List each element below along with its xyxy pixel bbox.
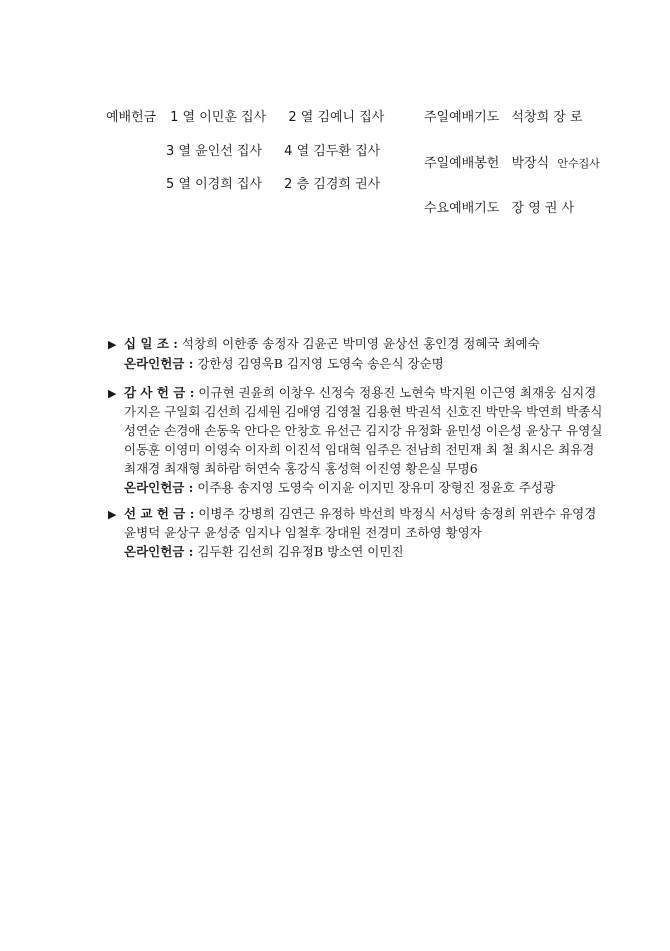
tithe-online-names: 강한성 김영욱B 김지영 도영숙 송은식 장순명 <box>197 356 444 371</box>
triangle-marker-icon: ▶ <box>108 508 117 521</box>
sunday-offering <box>424 152 600 171</box>
usher-label: 예배헌금 <box>106 110 157 125</box>
mission-line-2: 윤병덕 윤상구 윤성중 임지나 임철후 장대원 전경미 조하영 황영자 <box>124 525 482 540</box>
triangle-marker-icon: ▶ <box>108 387 117 400</box>
mission-online-label: 온라인헌금 : <box>124 544 194 559</box>
mission-names-1: 이병주 강병희 김연근 유정하 박선희 박정식 서성탁 송정희 위관수 유영경 <box>198 506 597 521</box>
mission-online <box>124 542 404 560</box>
usher-right: 2 층 김경희 권사 <box>284 177 381 192</box>
sunday-prayer-name: 석창희 장 로 <box>511 110 583 125</box>
thanks-line-3: 성연순 손경애 손동욱 안다은 안창호 유선근 김지강 유정화 윤민성 이은성 윤상구 유영실 <box>124 423 603 438</box>
tithe-online-label: 온라인헌금 : <box>124 356 194 371</box>
thanks-line-5: 최재경 최재형 최하람 허연숙 홍강식 홍성혁 이진영 황은실 무명6 <box>124 461 478 476</box>
mission-label: 선 교 헌 금 : <box>124 506 195 521</box>
tithe-online <box>124 354 444 372</box>
sunday-offering-label: 주일예배봉헌 <box>424 156 500 171</box>
tithe-names: 석창희 이한종 송정자 김윤곤 박미영 윤상선 홍인경 정혜국 최예숙 <box>181 336 540 351</box>
sunday-prayer-label: 주일예배기도 <box>424 110 500 125</box>
usher-right: 2 열 김예니 집사 <box>288 110 385 125</box>
usher-row-2 <box>166 140 380 159</box>
thanks-names-1: 이규현 권윤희 이창우 신정숙 정용진 노현숙 박지원 이근영 최재웅 심지경 <box>198 385 597 400</box>
triangle-marker-icon: ▶ <box>108 338 117 351</box>
usher-row-3 <box>166 173 380 192</box>
sunday-offering-name: 박장식 <box>511 156 550 171</box>
wednesday-prayer-label: 수요예배기도 <box>424 201 500 216</box>
thanks-online <box>124 478 555 496</box>
wednesday-prayer <box>424 197 574 216</box>
tithe-label: 십 일 조 : <box>124 336 178 351</box>
thanks-line-1 <box>108 383 596 401</box>
thanks-online-names: 이주용 송지영 도영숙 이지윤 이지민 장유미 장형진 정윤호 주성광 <box>197 480 556 495</box>
tithe-line-1 <box>108 334 540 352</box>
thanks-line-4: 이동훈 이영미 이영숙 이자희 이진석 임대혁 임주은 전남희 전민재 최 철 최시은 최유경 <box>124 442 595 457</box>
usher-left: 5 열 이경희 집사 <box>166 177 263 192</box>
sunday-offering-title: 안수집사 <box>557 157 600 170</box>
usher-row-1 <box>106 106 384 125</box>
usher-left: 1 열 이민훈 집사 <box>170 110 267 125</box>
thanks-line-2: 가지은 구일회 김선희 김세원 김애영 김영철 김용현 박권석 신호진 박만욱 박연희 박종식 <box>124 404 603 419</box>
wednesday-prayer-name: 장 영 권 사 <box>511 201 575 216</box>
mission-line-1 <box>108 504 596 522</box>
usher-right: 4 열 김두환 집사 <box>284 144 381 159</box>
sunday-prayer <box>424 106 583 125</box>
mission-online-names: 김두환 김선희 김유정B 방소연 이민진 <box>197 544 404 559</box>
thanks-online-label: 온라인헌금 : <box>124 480 194 495</box>
thanks-label: 감 사 헌 금 : <box>124 385 195 400</box>
usher-left: 3 열 윤인선 집사 <box>166 144 263 159</box>
